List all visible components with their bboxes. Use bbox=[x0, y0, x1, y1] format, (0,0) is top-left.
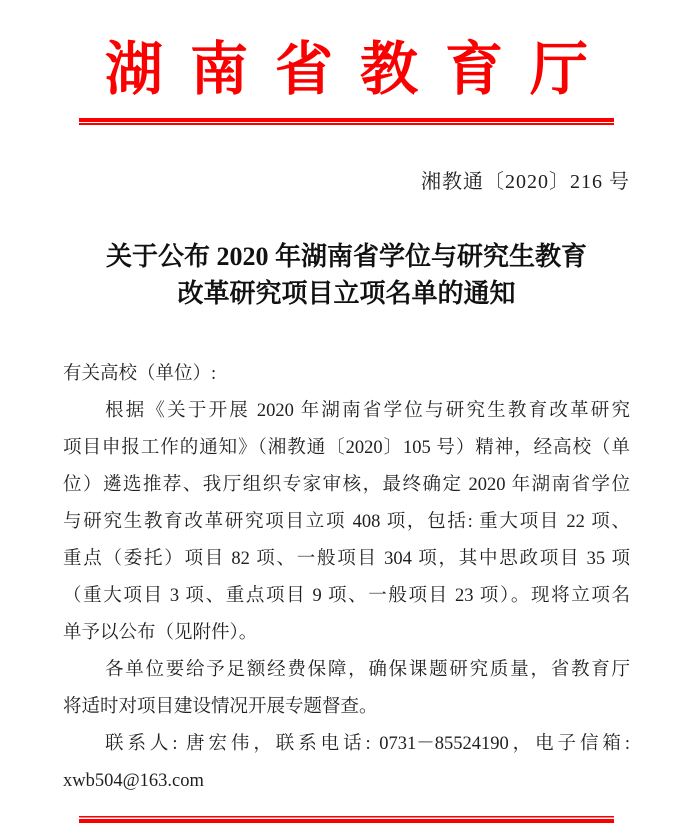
body-line-salutation: 有关高校（单位）: bbox=[63, 364, 217, 384]
body-line-email: xwb504@163.com bbox=[63, 771, 204, 791]
body-line: 与研究生教育改革研究项目立项 408 项，包括: 重大项目 22 项、 bbox=[63, 512, 630, 532]
letterhead-rule bbox=[79, 118, 614, 125]
body-line: （重大项目 3 项、重点项目 9 项、一般项目 23 项）。现将立项名 bbox=[63, 586, 630, 606]
agency-letterhead-title: 湖南省教育厅 bbox=[104, 37, 615, 102]
notice-title bbox=[0, 238, 693, 312]
document-number: 湘教通〔2020〕216 号 bbox=[421, 171, 630, 193]
body-line: 项目申报工作的通知》（湘教通〔2020〕105 号）精神，经高校（单 bbox=[63, 438, 630, 458]
body-line: 位）遴选推荐、我厅组织专家审核，最终确定 2020 年湖南省学位 bbox=[63, 475, 630, 495]
notice-title-line-1: 关于公布 2020 年湖南省学位与研究生教育 bbox=[105, 242, 587, 271]
body-line: 单予以公布（见附件）。 bbox=[63, 623, 258, 643]
body-line: 根据《关于开展 2020 年湖南省学位与研究生教育改革研究 bbox=[105, 401, 630, 421]
body-line-contact: 联系人: 唐宏伟，联系电话: 0731－85524190，电子信箱: bbox=[105, 734, 630, 754]
body-line: 重点（委托）项目 82 项、一般项目 304 项，其中思政项目 35 项 bbox=[63, 549, 630, 569]
footer-rule bbox=[79, 816, 614, 823]
body-line: 将适时对项目建设情况开展专题督查。 bbox=[63, 697, 378, 717]
notice-title-line-2: 改革研究项目立项名单的通知 bbox=[177, 279, 516, 308]
notice-body bbox=[63, 356, 630, 800]
body-line: 各单位要给予足额经费保障，确保课题研究质量，省教育厅 bbox=[105, 660, 630, 680]
